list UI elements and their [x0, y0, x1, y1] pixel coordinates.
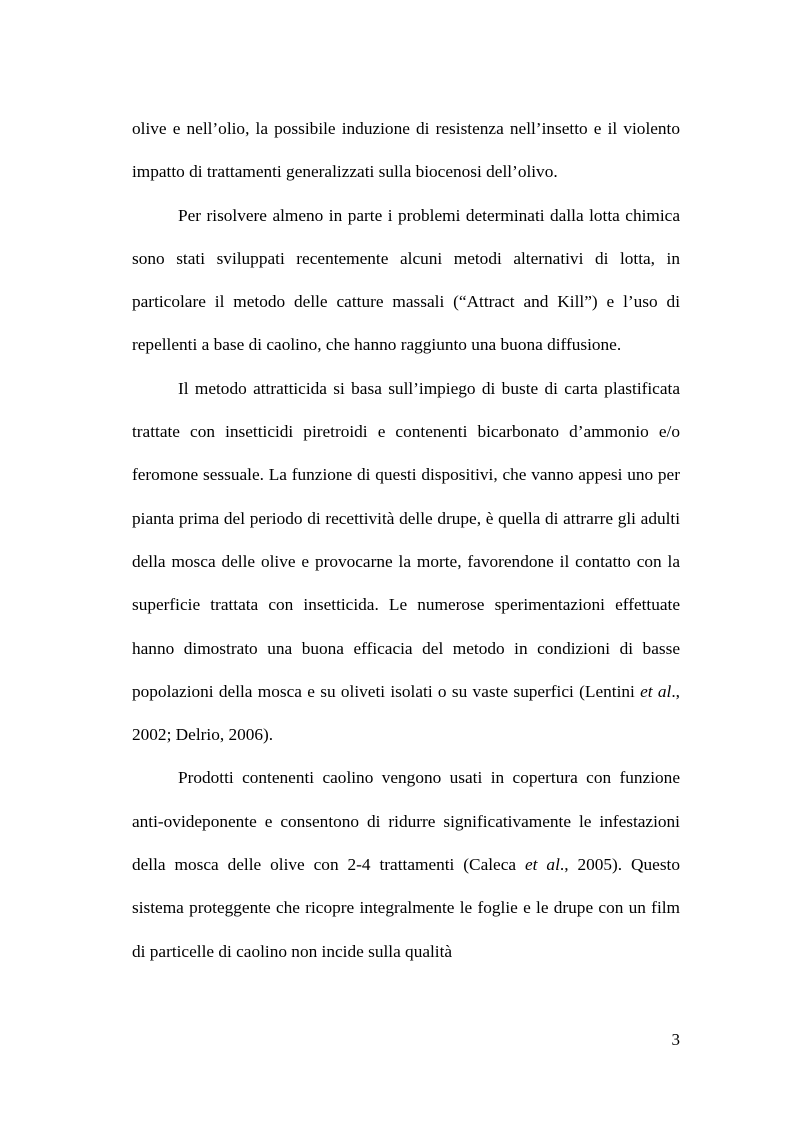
paragraph-1	[132, 107, 680, 194]
paragraph-2-text: Per risolvere almeno in parte i problemi determinati dalla lotta chimica sono stati sviluppati recentemente alcuni metodi alternativi di lotta, in particolare il metodo delle catture massali (“Attract and Kill”) e l’uso di repellenti a base di caolino, che hanno raggiunto una buona diffusione.	[132, 205, 680, 355]
paragraph-1-text: olive e nell’olio, la possibile induzione di resistenza nell’insetto e il violento impatto di trattamenti generalizzati sulla biocenosi dell’olivo.	[132, 119, 680, 182]
paragraph-3-italic-citation: et al	[640, 681, 672, 701]
paragraph-4-text-end: ., 2005). Questo sistema proteggente che ricopre integralmente le foglie e le drupe con un film di particelle di caolino non incide sulla qualità	[132, 855, 680, 961]
paragraph-3-text-end: ., 2002; Delrio, 2006).	[132, 681, 680, 745]
page-number: 3	[671, 1030, 680, 1049]
paragraph-4-italic-citation: et al	[525, 855, 560, 875]
body-text	[132, 107, 680, 973]
paragraph-4-text: Prodotti contenenti caolino vengono usati in copertura con funzione anti-ovideponente e consentono di ridurre significativamente le infestazioni della mosca delle olive con 2-4 trattamenti (Caleca	[132, 768, 680, 875]
paragraph-3-text: Il metodo attratticida si basa sull’impiego di buste di carta plastificata trattate con insetticidi piretroidi e contenenti bicarbonato d’ammonio e/o feromone sessuale. La funzione di questi dispositivi, che vanno appesi uno per pianta prima del periodo di recettività delle drupe, è quella di attrarre gli adulti della mosca delle olive e provocarne la morte, favorendone il contatto con la superficie trattata con insetticida. Le numerose sperimentazioni effettuate hanno dimostrato una buona efficacia del metodo in condizioni di basse popolazioni della mosca e su oliveti isolati o su vaste superfici (Lentini	[132, 378, 680, 701]
paragraph-2	[132, 194, 680, 367]
paragraph-4	[132, 756, 680, 972]
paragraph-3	[132, 367, 680, 757]
